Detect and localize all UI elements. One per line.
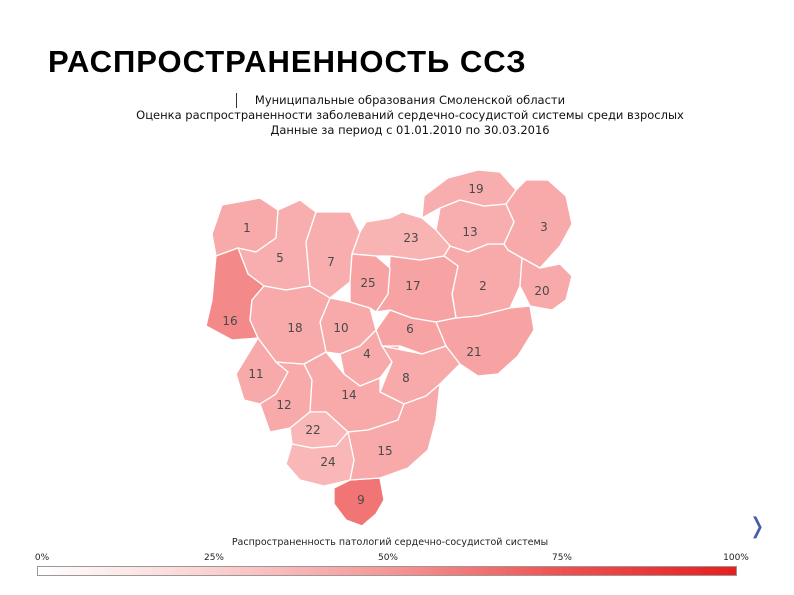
legend-tick-0: 0% [34,553,50,563]
region-label-7: 7 [327,255,335,269]
next-arrow-icon[interactable]: ❭ [748,514,767,539]
region-label-23: 23 [403,231,419,245]
region-label-20: 20 [534,284,550,298]
map-header-line-3: Данные за период с 01.01.2010 по 30.03.2016 [270,123,550,137]
region-label-25: 25 [360,276,376,290]
region-label-15: 15 [377,444,393,458]
legend-tick-25: 25% [203,553,224,563]
region-label-5: 5 [276,251,284,265]
region-label-1: 1 [243,221,251,235]
region-label-14: 14 [341,388,357,402]
region-label-3: 3 [540,220,548,234]
legend-tick-50: 50% [377,553,398,563]
legend-tick-100: 100% [723,553,749,563]
region-label-8: 8 [402,371,410,385]
region-label-2: 2 [479,279,487,293]
legend-color-scale [37,566,737,576]
legend-tick-75: 75% [551,553,572,563]
region-label-19: 19 [468,182,484,196]
region-label-13: 13 [462,225,478,239]
region-label-21: 21 [466,345,482,359]
region-label-12: 12 [276,398,292,412]
region-label-10: 10 [333,321,349,335]
map-header-line-2: Оценка распространенности заболеваний сердечно-сосудистой системы среди взрослых [136,108,684,122]
region-8 [380,346,460,404]
region-label-24: 24 [320,455,336,469]
region-label-6: 6 [406,322,414,336]
region-label-18: 18 [287,321,303,335]
region-23 [352,212,450,260]
region-label-16: 16 [222,314,238,328]
legend-title: Распространенность патологий сердечно-сосудистой системы [231,537,549,548]
map-header-line-1: Муниципальные образования Смоленской области [254,93,566,107]
region-label-4: 4 [363,347,371,361]
region-label-17: 17 [405,279,421,293]
region-label-9: 9 [357,493,365,507]
region-label-22: 22 [305,423,321,437]
region-label-11: 11 [248,367,264,381]
slide-title: РАСПРОСТРАНЕННОСТЬ ССЗ [48,44,527,79]
